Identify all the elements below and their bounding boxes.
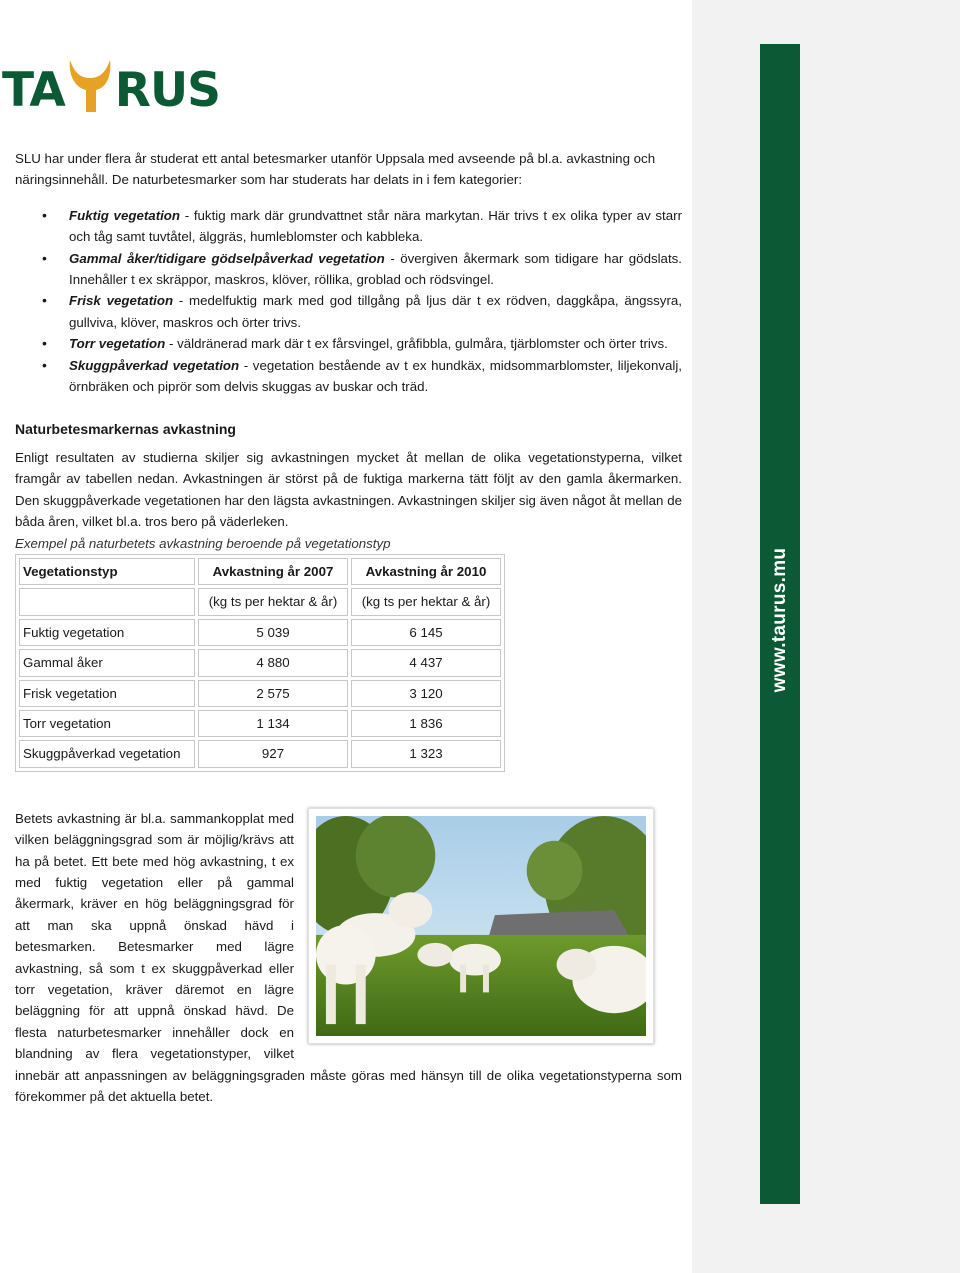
cell-yield-2010: 1 323 [351, 740, 501, 767]
cell-yield-2007: 1 134 [198, 710, 348, 737]
category-term: Skuggpåverkad vegetation [69, 357, 240, 373]
category-item [69, 355, 682, 398]
category-item [69, 290, 682, 333]
cattle-photo-illustration [316, 816, 646, 1036]
table-caption: Exempel på naturbetets avkastning beroende på vegetationstyp [15, 535, 391, 551]
cell-yield-2010: 6 145 [351, 619, 501, 646]
yield-table [15, 554, 505, 772]
table-row [19, 740, 501, 767]
category-term: Frisk vegetation [69, 293, 174, 309]
units-2010: (kg ts per hektar & år) [351, 588, 501, 615]
category-term: Torr vegetation [69, 336, 166, 352]
units-2007: (kg ts per hektar & år) [198, 588, 348, 615]
table-row [19, 649, 501, 676]
cell-vegetation-type: Skuggpåverkad vegetation [19, 740, 195, 767]
side-panel [692, 0, 960, 1273]
category-item [69, 333, 682, 354]
section-heading: Naturbetesmarkernas avkastning [15, 421, 236, 438]
category-description: - fuktig mark där grundvattnet står nära markytan. Här trivs t ex olika typer av starr och tåg samt tuvtåtel, älggräs, humleblomster och kabbleka. [69, 207, 682, 245]
category-term: Gammal åker/tidigare gödselpåverkad vegetation [69, 250, 385, 266]
taurus-logo [2, 56, 221, 118]
cell-vegetation-type: Gammal åker [19, 649, 195, 676]
logo-text-right: RUS [114, 63, 221, 118]
category-list [69, 205, 682, 398]
section-paragraph: Enligt resultaten av studierna skiljer sig avkastningen mycket åt mellan de olika vegetationstyperna, vilket framgår av tabellen nedan. Avkastningen är störst på de fuktiga markerna tätt följt av den gamla åkermarken. Den skuggpåverkade vegetationen har den lägsta avkastningen. Avkastningen skiljer sig även något åt mellan de båda åren, vilket bl.a. tros bero på väderleken. [15, 449, 682, 530]
logo-text-left: TA [2, 63, 65, 118]
table-row [19, 710, 501, 737]
cell-yield-2010: 3 120 [351, 680, 501, 707]
cell-yield-2010: 1 836 [351, 710, 501, 737]
header-vegetation-type: Vegetationstyp [19, 558, 195, 585]
table-header-row [19, 558, 501, 585]
side-url[interactable]: www.taurus.mu [769, 547, 790, 693]
bull-horns-icon [66, 58, 114, 114]
table-units-row [19, 588, 501, 615]
units-empty [19, 588, 195, 615]
table-row [19, 680, 501, 707]
cell-vegetation-type: Frisk vegetation [19, 680, 195, 707]
cell-yield-2007: 5 039 [198, 619, 348, 646]
cell-yield-2007: 927 [198, 740, 348, 767]
intro-paragraph: SLU har under flera år studerat ett antal betesmarker utanför Uppsala med avseende på bl.a. avkastning och näringsinnehåll. De naturbetesmarker som har studerats har delats in i fem kategorier: [15, 151, 656, 188]
category-description: - övergiven åkermark som tidigare har gödslats. Innehåller t ex skräppor, maskros, klöver, röllika, groblad och rödsvingel. [69, 250, 682, 288]
table-row [19, 619, 501, 646]
header-yield-2007: Avkastning år 2007 [198, 558, 348, 585]
closing-paragraph: Betets avkastning är bl.a. sammankopplat med vilken beläggningsgrad som är möjlig/krävs att ha på betet. Ett bete med hög avkastning, t ex med fuktig vegetation eller på gammal åkermark, kräver en hög beläggningsgrad för att man ska uppnå önskad hävd i betesmarken. Betesmarker med lägre avkastning, så som t ex skuggpåverkad eller torr vegetation, kräver däremot en lägre beläggning för att uppnå önskad hävd. De flesta naturbetesmarker innehåller dock en blandning av flera vegetationstyper, vilket innebär att anpassningen av beläggningsgraden måste göras med hänsyn till de olika vegetationstyperna som förekommer på det aktuella betet. [15, 810, 682, 1105]
cell-yield-2007: 2 575 [198, 680, 348, 707]
category-term: Fuktig vegetation [69, 207, 181, 223]
cell-yield-2007: 4 880 [198, 649, 348, 676]
cattle-photo [308, 808, 654, 1044]
closing-section [15, 808, 682, 1108]
category-description: - väldränerad mark där t ex fårsvingel, gråfibbla, gulmåra, tjärblomster och örter trivs. [165, 336, 668, 352]
category-description: - vegetation bestående av t ex hundkäx, midsommarblomster, liljekonvalj, örnbräken och piprör som delvis skuggas av buskar och träd. [69, 357, 682, 395]
category-item [69, 248, 682, 291]
category-description: - medelfuktig mark med god tillgång på ljus där t ex rödven, daggkåpa, ängssyra, gullviva, klöver, maskros och örter trivs. [69, 293, 682, 330]
document-body [15, 148, 682, 1107]
cell-vegetation-type: Torr vegetation [19, 710, 195, 737]
category-item [69, 205, 682, 248]
cell-vegetation-type: Fuktig vegetation [19, 619, 195, 646]
cell-yield-2010: 4 437 [351, 649, 501, 676]
header-yield-2010: Avkastning år 2010 [351, 558, 501, 585]
